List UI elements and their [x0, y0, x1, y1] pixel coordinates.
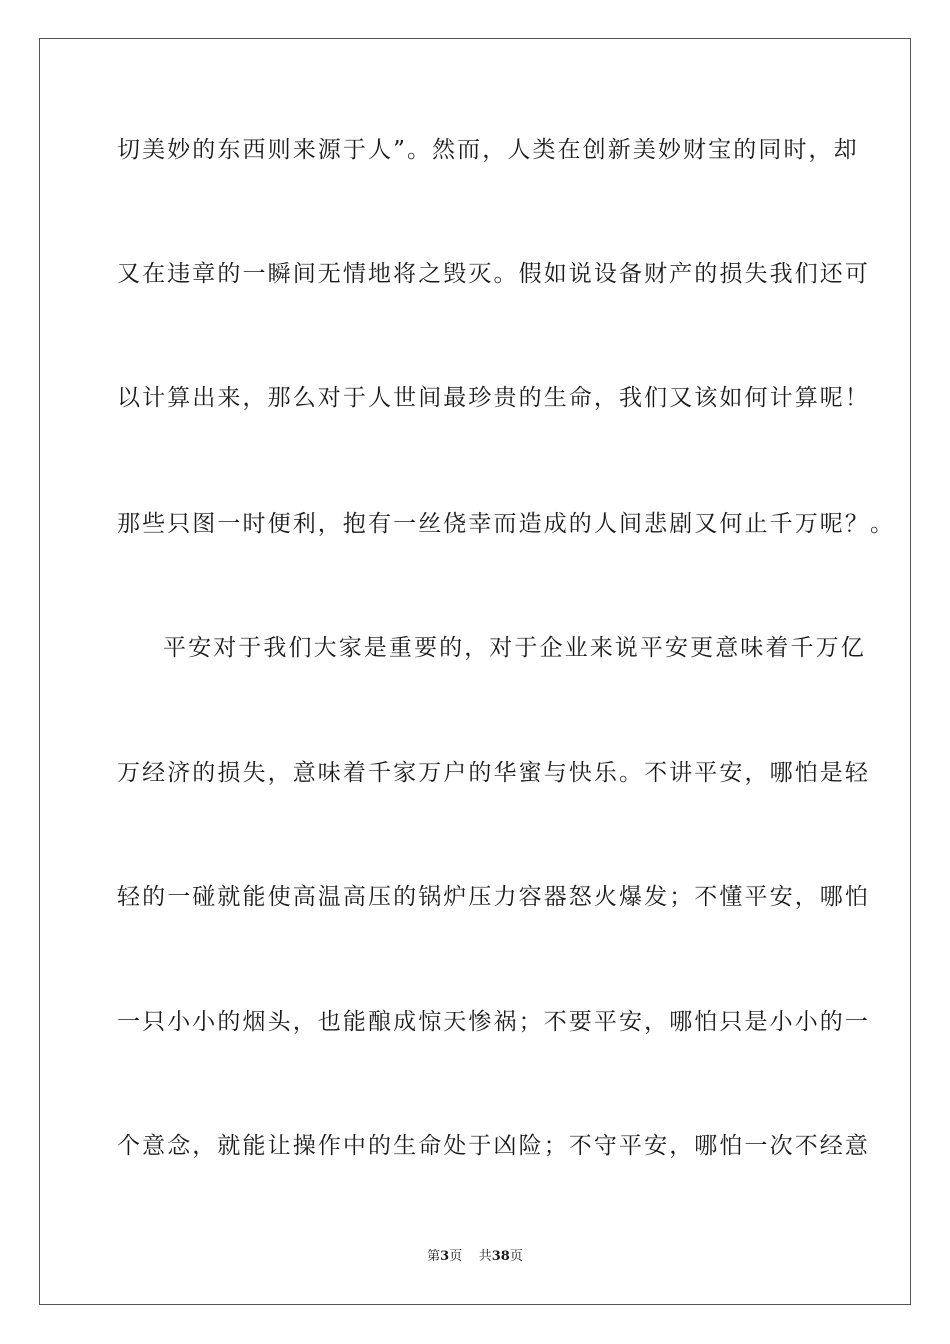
- body-line-1: 切美妙的东西则来源于人”。然而，人类在创新美妙财宝的同时，却: [117, 137, 859, 163]
- body-line-6: 万经济的损失，意味着千家万户的华蜜与快乐。不讲平安，哪怕是轻: [117, 760, 870, 786]
- paragraph-start-line: 平安对于我们大家是重要的，对于企业来说平安更意味着千万亿: [163, 635, 866, 661]
- page-footer: [0, 1248, 950, 1266]
- total-suffix: 页: [509, 1249, 523, 1264]
- page-border: [39, 38, 911, 1305]
- body-line-8: 一只小小的烟头，也能酿成惊天惨祸；不要平安，哪怕只是小小的一: [117, 1009, 870, 1035]
- page-number: 3: [440, 1249, 450, 1264]
- body-line-2: 又在违章的一瞬间无情地将之毁灭。假如说设备财产的损失我们还可: [117, 261, 870, 287]
- body-line-3: 以计算出来，那么对于人世间最珍贵的生命，我们又该如何计算呢！: [117, 385, 870, 411]
- page-prefix: 第: [427, 1249, 441, 1264]
- body-line-9: 个意念，就能让操作中的生命处于凶险；不守平安，哪怕一次不经意: [117, 1133, 870, 1159]
- page-suffix: 页: [449, 1249, 463, 1264]
- total-prefix: 共: [478, 1249, 492, 1264]
- body-line-7: 轻的一碰就能使高温高压的锅炉压力容器怒火爆发；不懂平安，哪怕: [117, 884, 870, 910]
- body-line-4: 那些只图一时便利，抱有一丝侥幸而造成的人间悲剧又何止千万呢？。: [117, 511, 896, 537]
- total-pages: 38: [491, 1249, 510, 1264]
